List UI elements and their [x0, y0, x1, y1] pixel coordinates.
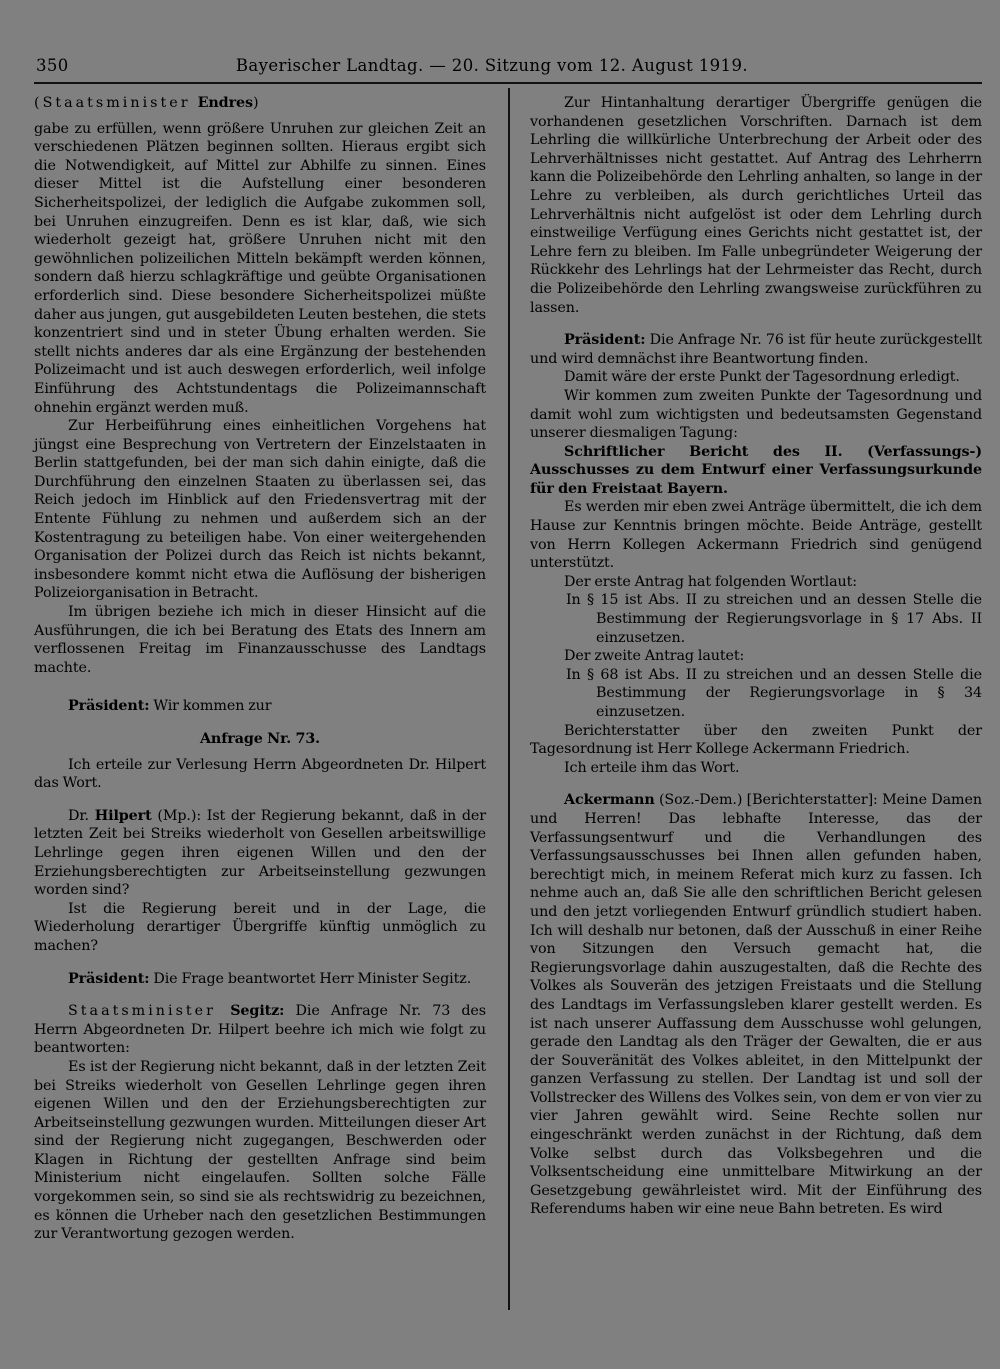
speech-ackermann: Ackermann (Soz.-Dem.) [Berichterstatter]: Meine Damen und Herren! Das lebhafte Interesse, das der Verfassungsentwurf und die Verhandlungen des Verfassungsausschusses bei Ihnen allen gefunden haben, berechtigt mich, in meinem Referat mich kurz zu fassen. Ich nehme auch an, daß Sie alle den schriftlichen Bericht gelesen und den jetzt vorliegenden Entwurf gründlich studiert haben. Ich will deshalb nur betonen, daß der Ausschuß in einer Reihe von Sitzungen den Versuch gemacht hat, die Regierungsvorlage dahin auszugestalten, daß die Rechte des Volkes als Souverän des jetzigen Freistaats und die Stellung des Landtags im Verfassungsleben klarer gestellt werden. Es ist nach unserer Auffassung dem Ausschusse wohl gelungen, gerade den Landtag als den Träger der Gewalten, die er aus der Souveränität des Volkes ableitet, in den Mittelpunkt der ganzen Verfassung zu stellen. Der Landtag ist und soll der Vollstrecker des Willens des Volkes sein, von dem er von vier zu vier Jahren gewählt wird. Seine Rechte sollen nur eingeschränkt werden zunächst in der Richtung, daß dem Volke selbst durch das Volksbegehren und die Volksentscheidung eine unmittelbare Mitwirkung an der Gesetzgebung gewährleistet wird. Mit der Einführung des Referendums haben wir eine neue Bahn betreten. Es wird [530, 792, 982, 1218]
column-divider [508, 88, 510, 1310]
right-column [530, 94, 982, 1219]
running-title: Bayerischer Landtag. — 20. Sitzung vom 12. August 1919. [235, 56, 748, 75]
president-remark: Präsident: Die Frage beantwortet Herr Minister Segitz. [68, 970, 472, 987]
paragraph: Wir kommen zum zweiten Punkte der Tagesordnung und damit wohl zum wichtigsten und bedeutsamsten Gegenstand unserer diesmaligen Tagung: [530, 387, 982, 442]
motion-text: In § 68 ist Abs. II zu streichen und an dessen Stelle die Bestimmung der Regierungsvorlage in § 34 einzusetzen. [566, 666, 982, 720]
paragraph: gabe zu erfüllen, wenn größere Unruhen zur gleichen Zeit an verschiedenen Plätzen beginnen sollten. Hieraus ergibt sich die Notwendigkeit, auf Mittel zur Abhilfe zu sinnen. Eines dieser Mittel ist die Aufstellung einer besonderen Sicherheitspolizei, der lediglich die Aufgabe zukommen soll, bei Unruhen einzugreifen. Denn es ist klar, daß, wie sich wiederholt gezeigt hat, größere Unruhen nicht mit den gewöhnlichen polizeilichen Mitteln bekämpft werden können, sondern daß hierzu schlagkräftige und geübte Organisationen erforderlich sind. Diese besondere Sicherheitspolizei müßte daher aus jungen, gut ausgebildeten Leuten bestehen, die stets konzentriert sind und in steter Übung erhalten werden. Sie stellt nichts anderes dar als eine Ergänzung der bestehenden Polizeimacht und ist auch deswegen erforderlich, weil infolge Einführung des Achtstundentags die Polizeimannschaft ohnehin ergänzt werden muß. [34, 120, 486, 416]
paragraph: Zur Hintanhaltung derartiger Übergriffe genügen die vorhandenen gesetzlichen Vorschriften. Darnach ist dem Lehrling die willkürliche Unterbrechung der Arbeit oder des Lehrverhältnisses nicht gestattet. Auf Antrag des Lehrherrn kann die Polizeibehörde den Lehrling anhalten, so lange in der Lehre zu verbleiben, als durch gerichtliches Urteil das Lehrverhältnis nicht aufgelöst ist oder dem Lehrling durch einstweilige Verfügung eines Gerichts nicht gestattet ist, der Lehre fern zu bleiben. Im Falle unbegründeter Weigerung der Rückkehr des Lehrlings hat der Lehrmeister das Recht, durch die Polizeibehörde den Lehrling zwangsweise zurückführen zu lassen. [530, 95, 982, 316]
question-hilpert: Dr. Hilpert (Mp.): Ist der Regierung bekannt, daß in der letzten Zeit bei Streiks wiederholt von Gesellen arbeitswillige Lehrlinge gegen ihren eigenen Willen und den der Erziehungsberechtigten zur Arbeitseinstellung gezwungen worden sind? [34, 807, 486, 899]
speaker-continuation: (Staatsminister Endres) [34, 95, 259, 111]
motion-text: In § 15 ist Abs. II zu streichen und an dessen Stelle die Bestimmung der Regierungsvorlage in § 17 Abs. II einzusetzen. [566, 592, 982, 646]
paragraph: Ich erteile ihm das Wort. [564, 759, 740, 776]
section-heading: Anfrage Nr. 73. [199, 731, 321, 747]
paragraph: Der erste Antrag hat folgenden Wortlaut: [564, 573, 857, 590]
agenda-item: Schriftlicher Bericht des II. (Verfassungs-) Ausschusses zu dem Entwurf einer Verfassungsurkunde für den Freistaat Bayern. [530, 443, 982, 497]
header-rule [34, 82, 982, 84]
president-remark: Präsident: Die Anfrage Nr. 76 ist für heute zurückgestellt und wird demnächst ihre Beantwortung finden. [530, 332, 982, 367]
left-column [34, 94, 486, 1244]
paragraph: Im übrigen beziehe ich mich in dieser Hinsicht auf die Ausführungen, die ich bei Beratung des Etats des Innern am verflossenen Freitag im Finanzausschusse des Landtags machte. [34, 604, 486, 676]
paragraph: Es ist der Regierung nicht bekannt, daß in der letzten Zeit bei Streiks wiederholt von Gesellen Lehrlinge gegen ihren eigenen Willen und den der Erziehungsberechtigten zur Arbeitseinstellung gezwungen wurden. Mitteilungen dieser Art sind der Regierung nicht zugegangen, Beschwerden oder Klagen in Richtung der gestellten Anfrage sind beim Ministerium nicht eingelaufen. Sollten solche Fälle vorgekommen sein, so sind sie als rechtswidrig zu bezeichnen, es können die Urheber nach den gesetzlichen Bestimmungen zur Verantwortung gezogen werden. [34, 1058, 486, 1243]
paragraph: Damit wäre der erste Punkt der Tagesordnung erledigt. [564, 369, 960, 386]
paragraph: Ist die Regierung bereit und in der Lage, die Wiederholung derartiger Übergriffe künftig unmöglich zu machen? [34, 900, 486, 954]
page-number: 350 [36, 56, 69, 75]
paragraph: Ich erteile zur Verlesung Herrn Abgeordneten Dr. Hilpert das Wort. [34, 756, 486, 792]
paragraph: Berichterstatter über den zweiten Punkt der Tagesordnung ist Herr Kollege Ackermann Friedrich. [530, 722, 982, 758]
answer-segitz: Staatsminister Segitz: Die Anfrage Nr. 73 des Herrn Abgeordneten Dr. Hilpert beehre ich mich wie folgt zu beantworten: [34, 1003, 486, 1057]
president-remark: Präsident: Wir kommen zur [68, 698, 272, 715]
paragraph: Es werden mir eben zwei Anträge übermittelt, die ich dem Hause zur Kenntnis bringen möchte. Beide Anträge, gestellt von Herrn Kollegen Ackermann Friedrich sind genügend unterstützt. [530, 499, 982, 572]
paragraph: Zur Herbeiführung eines einheitlichen Vorgehens hat jüngst eine Besprechung von Vertretern der Einzelstaaten in Berlin stattgefunden, bei der man sich dahin einigte, daß die Durchführung den einzelnen Staaten zu überlassen sei, das Reich jedoch im Hinblick auf den Friedensvertrag mit der Entente Fühlung zu nehmen und außerdem sich an der Kostentragung zu beteiligen habe. Von einer weitergehenden Organisation der Polizei durch das Reich ist nichts bekannt, insbesondere kommt nicht etwa die Auflösung der bisherigen Polizeiorganisation in Betracht. [34, 418, 486, 602]
page-header [36, 54, 748, 80]
paragraph: Der zweite Antrag lautet: [564, 648, 745, 665]
